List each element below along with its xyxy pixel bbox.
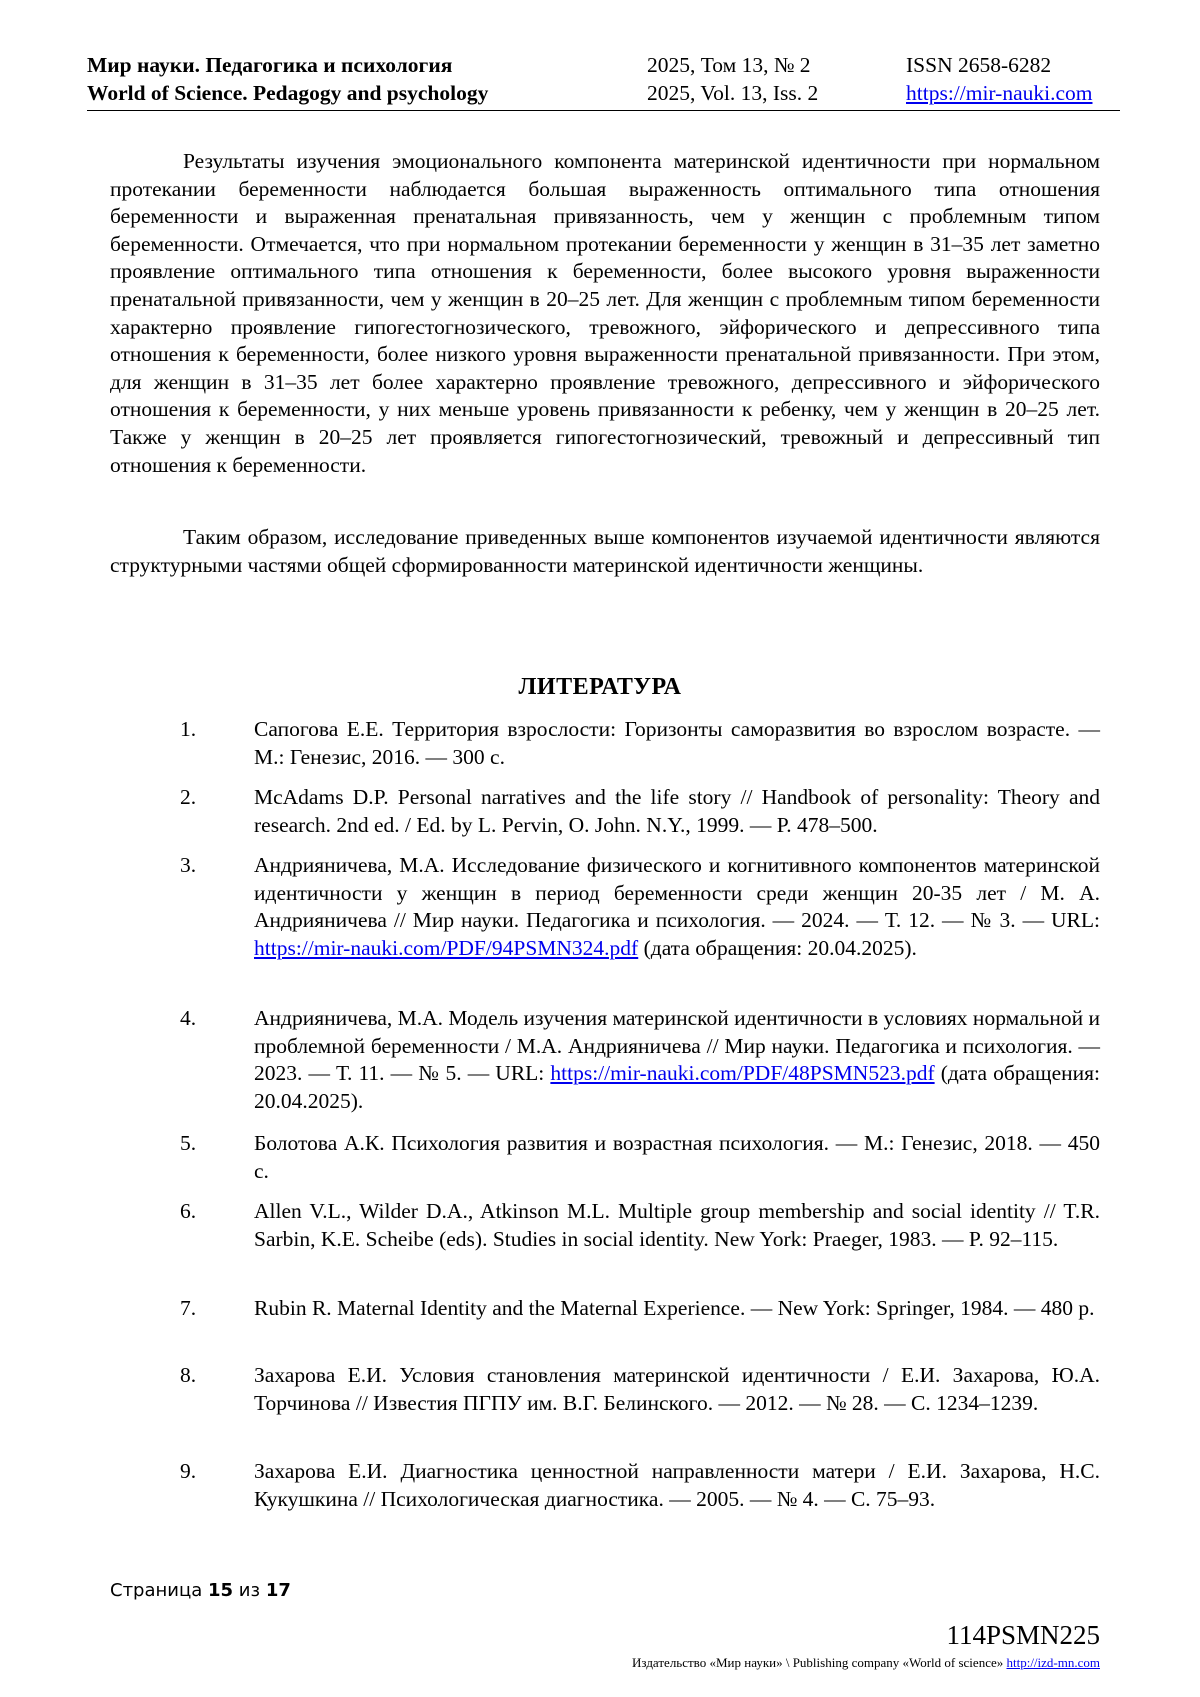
reference-text: McAdams D.P. Personal narratives and the life story // Handbook of personality: Theory and research. 2nd ed. / Ed. by L. Pervin, O. John. N.Y., 1999. — P. 478–500.: [254, 785, 1100, 837]
publisher-line: [632, 1655, 1100, 1671]
page-counter: [110, 1580, 291, 1601]
reference-url-link[interactable]: https://mir-nauki.com/PDF/94PSMN324.pdf: [254, 935, 639, 960]
issue-info-en: 2025, Vol. 13, Iss. 2: [647, 81, 819, 105]
page-prefix: Страница: [110, 1580, 203, 1601]
reference-text: Сапогова Е.Е. Территория взрослости: Горизонты саморазвития во взрослом возрасте. — М.: Генезис, 2016. — 300 с.: [254, 717, 1100, 769]
reference-number: 2.: [180, 785, 197, 809]
reference-text: Андрияничева, М.А. Модель изучения материнской идентичности в условиях нормальной и проблемной беременности / М.А. Андрияничева // Мир науки. Педагогика и психология. — 2023. — Т. 11. — № 5. — URL:: [254, 1006, 1100, 1086]
page-separator: из: [238, 1580, 261, 1601]
journal-title-en: World of Science. Pedagogy and psychology: [87, 81, 489, 105]
reference-text: Rubin R. Maternal Identity and the Maternal Experience. — New York: Springer, 1984. — 480 p.: [254, 1296, 1095, 1320]
journal-site-link[interactable]: https://mir-nauki.com: [906, 81, 1093, 105]
journal-title-ru: Мир науки. Педагогика и психология: [87, 53, 453, 77]
publisher-link[interactable]: http://izd-mn.com: [1006, 1655, 1100, 1670]
reference-text: Allen V.L., Wilder D.A., Atkinson M.L. Multiple group membership and social identity // T.R. Sarbin, K.E. Scheibe (eds). Studies in social identity. New York: Praeger, 1983. — P. 92–115.: [254, 1199, 1100, 1251]
page-header: [87, 52, 1120, 111]
page-total: 17: [265, 1580, 291, 1601]
reference-number: 8.: [180, 1363, 197, 1387]
reference-number: 1.: [180, 717, 197, 741]
reference-url-link[interactable]: https://mir-nauki.com/PDF/48PSMN523.pdf: [550, 1061, 935, 1086]
reference-access-date: (дата обращения: 20.04.2025).: [643, 935, 917, 960]
publisher-name: Издательство «Мир науки» \ Publishing company «World of science»: [632, 1655, 1004, 1670]
reference-text: Андрияничева, М.А. Исследование физического и когнитивного компонентов материнской идентичности у женщин в период беременности среди женщин 20-35 лет / М. А. Андрияничева // Мир науки. Педагогика и психология. — 2024. — Т. 12. — № 3. — URL:: [254, 853, 1100, 933]
reference-text: Болотова А.К. Психология развития и возрастная психология. — М.: Генезис, 2018. — 450 с.: [254, 1131, 1100, 1183]
body-paragraph-1: Результаты изучения эмоционального компонента материнской идентичности при нормальном протекании беременности наблюдается большая выраженность оптимального типа отношения беременности и выраженная пренатальная привязанность, чем у женщин с проблемным типом беременности. Отмечается, что при нормальном протекании беременности у женщин в 31–35 лет заметно проявление оптимального типа отношения к беременности, более высокого уровня выраженности пренатальной привязанности, чем у женщин в 20–25 лет. Для женщин с проблемным типом беременности характерно проявление гипогестогнозического, тревожного, эйфорического и депрессивного типа отношения к беременности, более низкого уровня выраженности пренатальной привязанности. При этом, для женщин в 31–35 лет более характерно проявление тревожного, депрессивного и эйфорического отношения к беременности, у них меньше уровень привязанности к ребенку, чем у женщин в 20–25 лет. Также у женщин в 20–25 лет проявляется гипогестогнозический, тревожный и депрессивный тип отношения к беременности.: [110, 149, 1100, 477]
reference-number: 3.: [180, 853, 197, 877]
reference-body: [254, 1005, 1100, 1115]
reference-access-date: (дата обращения: 20.04.2025).: [254, 1061, 1101, 1113]
reference-number: 4.: [180, 1006, 197, 1030]
reference-number: 5.: [180, 1131, 197, 1155]
article-code: 114PSMN225: [946, 1620, 1100, 1650]
reference-number: 7.: [180, 1296, 197, 1320]
reference-text: Захарова Е.И. Условия становления материнской идентичности / Е.И. Захарова, Ю.А. Торчинова // Известия ПГПУ им. В.Г. Белинского. — 2012. — № 28. — С. 1234–1239.: [254, 1363, 1100, 1415]
issue-info-ru: 2025, Том 13, № 2: [647, 53, 811, 77]
reference-body: [254, 852, 1100, 962]
page-current: 15: [208, 1580, 234, 1601]
references-title: ЛИТЕРАТУРА: [518, 674, 682, 700]
reference-number: 9.: [180, 1459, 197, 1483]
reference-number: 6.: [180, 1199, 197, 1223]
body-paragraph-2: Таким образом, исследование приведенных выше компонентов изучаемой идентичности являются структурными частями общей сформированности материнской идентичности женщины.: [110, 525, 1100, 577]
issn: ISSN 2658-6282: [906, 53, 1052, 77]
reference-text: Захарова Е.И. Диагностика ценностной направленности матери / Е.И. Захарова, Н.С. Кукушкина // Психологическая диагностика. — 2005. — № 4. — С. 75–93.: [254, 1459, 1100, 1511]
